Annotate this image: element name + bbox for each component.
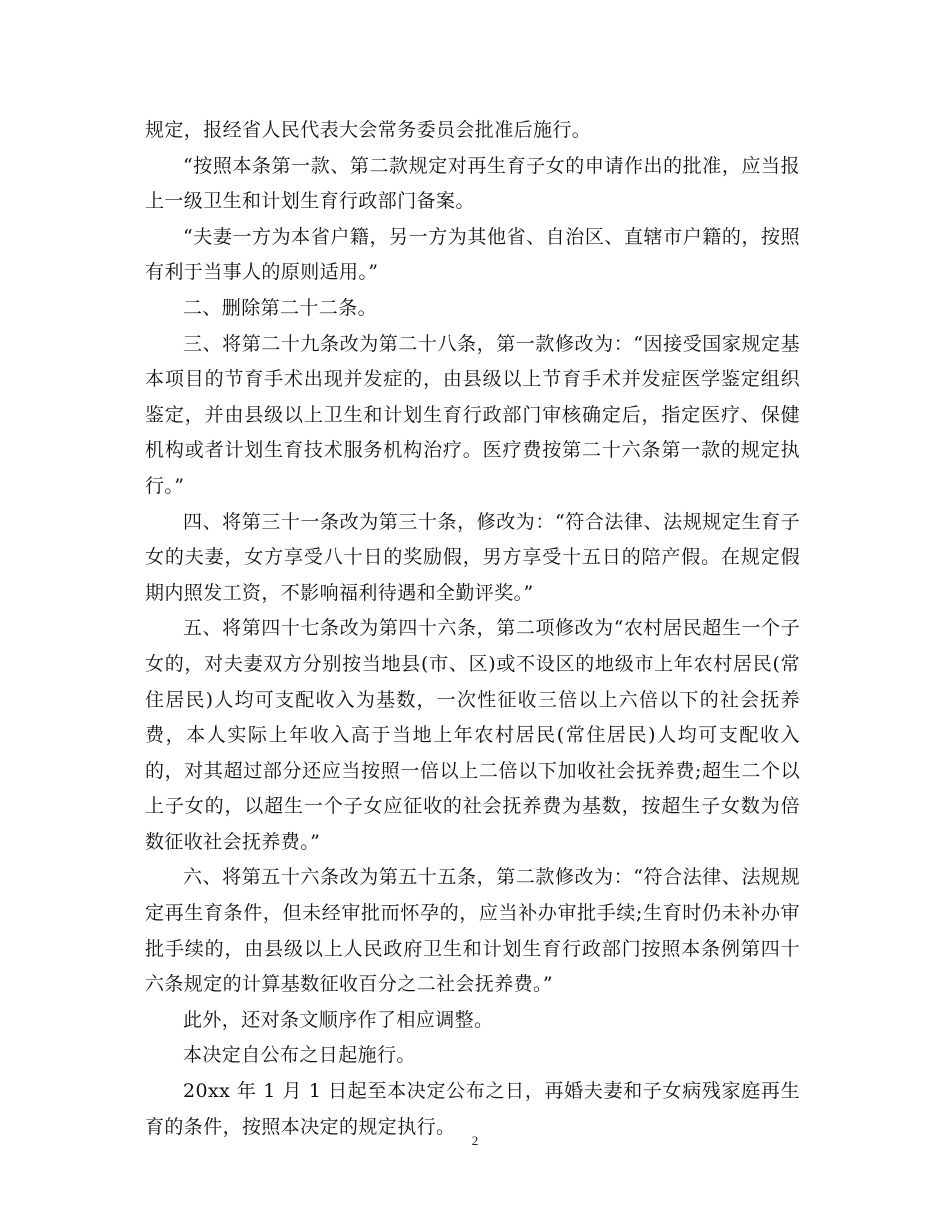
paragraph: 六、将第五十六条改为第五十五条，第二款修改为：“符合法律、法规规定再生育条件，但未经审批而怀孕的，应当补办审批手续;生育时仍未补办审批手续的，由县级以上人民政府卫生和计划生育行政部门按照本条例第四十六条规定的计算基数征收百分之二社会抚养费。”: [145, 866, 800, 996]
paragraph-continuation: 规定，报经省人民代表大会常务委员会批准后施行。: [145, 119, 592, 141]
paragraph: 二、删除第二十二条。: [183, 296, 378, 319]
paragraph: “夫妻一方为本省户籍，另一方为其他省、自治区、直辖市户籍的，按照有利于当事人的原则适用。”: [145, 225, 800, 284]
paragraph: 三、将第二十九条改为第二十八条，第一款修改为：“因接受国家规定基本项目的节育手术出现并发症的，由县级以上节育手术并发症医学鉴定组织鉴定，并由县级以上卫生和计划生育行政部门审核确定后，指定医疗、保健机构或者计划生育技术服务机构治疗。医疗费按第二十六条第一款的规定执行。”: [145, 332, 800, 497]
document-body: [145, 113, 800, 1145]
paragraph: “按照本条第一款、第二款规定对再生育子女的申请作出的批准，应当报上一级卫生和计划生育行政部门备案。: [145, 154, 800, 213]
page-number: 2: [471, 1133, 479, 1148]
paragraph: 五、将第四十七条改为第四十六条，第二项修改为“农村居民超生一个子女的，对夫妻双方分别按当地县(市、区)或不设区的地级市上年农村居民(常住居民)人均可支配收入为基数，一次性征收三倍以上六倍以下的社会抚养费，本人实际上年收入高于当地上年农村居民(常住居民)人均可支配收入的，对其超过部分还应当按照一倍以上二倍以下加收社会抚养费;超生二个以上子女的，以超生一个子女应征收的社会抚养费为基数，按超生子女数为倍数征收社会抚养费。”: [145, 617, 800, 853]
paragraph: 20xx 年 1 月 1 日起至本决定公布之日，再婚夫妻和子女病残家庭再生育的条件，按照本决定的规定执行。: [145, 1080, 800, 1138]
paragraph: 此外，还对条文顺序作了相应调整。: [183, 1008, 494, 1031]
paragraph: 本决定自公布之日起施行。: [183, 1044, 416, 1067]
paragraph: 四、将第三十一条改为第三十条，修改为：“符合法律、法规规定生育子女的夫妻，女方享受八十日的奖励假，男方享受十五日的陪产假。在规定假期内照发工资，不影响福利待遇和全勤评奖。”: [145, 510, 800, 604]
